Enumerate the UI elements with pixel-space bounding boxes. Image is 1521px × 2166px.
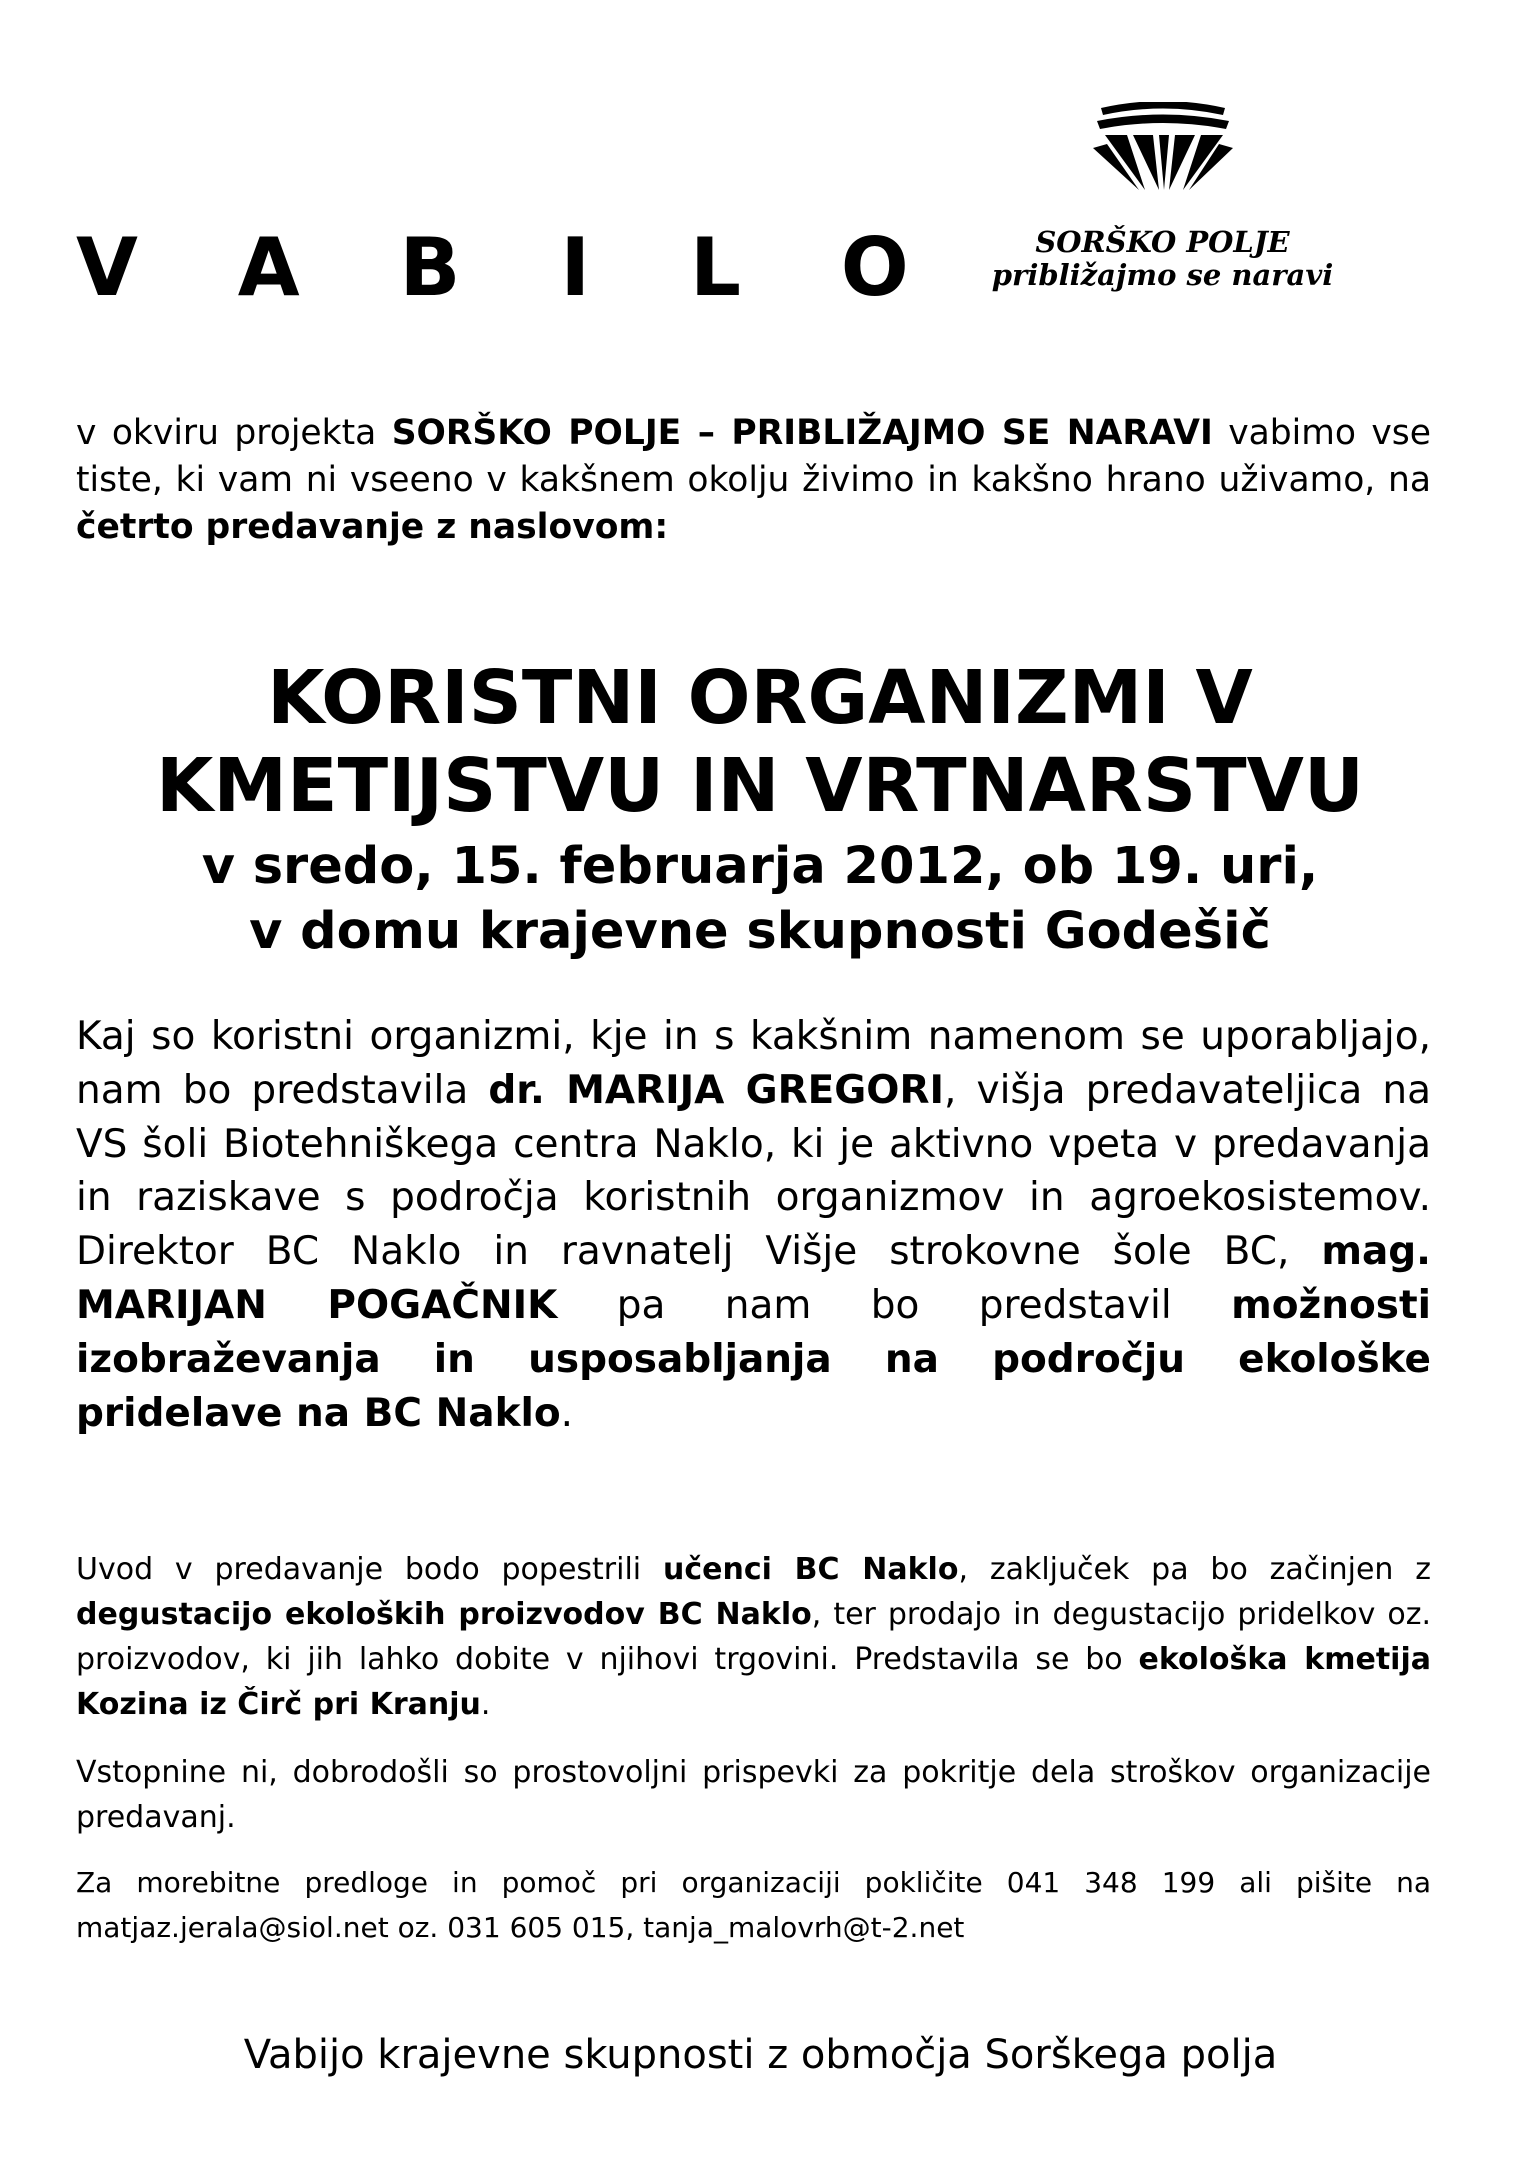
lecture-date: v sredo, 15. februarja 2012, ob 19. uri,	[201, 837, 1319, 896]
program-text: Uvod v predavanje bodo popestrili	[76, 1552, 663, 1587]
tasting-highlight: degustacijo ekoloških proizvodov BC Naklo	[76, 1597, 812, 1632]
speaker-name: mag. MARIJAN POGAČNIK	[76, 1229, 1431, 1328]
lecture-title-line: KMETIJSTVU IN VRTNARSTVU	[156, 743, 1364, 829]
lecture-title	[60, 654, 1460, 830]
lecture-topic: možnosti izobraževanja in usposabljanja na področju ekološke pridelave na BC Naklo	[76, 1282, 1431, 1436]
contact-paragraph: Za morebitne predloge in pomoč pri organizaciji pokličite 041 348 199 ali pišite na matjaz.jerala@siol.net oz. 031 605 015, tanja_malovrh@t-2.net	[76, 1866, 1431, 1944]
description-paragraph	[76, 1010, 1431, 1440]
program-text: , zaključek pa bo začinjen z	[958, 1552, 1431, 1587]
admission-paragraph: Vstopnine ni, dobrodošli so prostovoljni prispevki za pokritje dela stroškov organizacije predavanj.	[76, 1755, 1431, 1835]
description-text: , višja predavateljica na VS šoli Biotehniškega centra Naklo, ki je aktivno vpeta v predavanja in raziskave s področja koristnih organizmov in agroekosistemov. Direktor BC Naklo in ravnatelj Višje strokovne šole BC,	[76, 1067, 1431, 1275]
intro-text: vabimo vse tiste, ki vam ni vseeno v kakšnem okolju živimo in kakšno hrano uživamo, na	[76, 413, 1431, 500]
intro-text: v okviru projekta	[76, 413, 392, 453]
students-highlight: učenci BC Naklo	[662, 1552, 959, 1587]
lecture-venue: v domu krajevne skupnosti Godešič	[249, 902, 1271, 961]
project-name: SORŠKO POLJE – PRIBLIŽAJMO SE NARAVI	[391, 413, 1213, 453]
description-text: .	[560, 1390, 574, 1436]
description-text: pa nam bo predstavil	[557, 1282, 1232, 1328]
sunburst-logo-icon	[1093, 102, 1233, 192]
program-paragraph	[76, 1547, 1431, 1727]
logo-slogan: približajmo se naravi	[991, 258, 1334, 293]
footer-text: Vabijo krajevne skupnosti z območja Sorškega polja	[243, 2032, 1278, 2078]
speaker-name: dr. MARIJA GREGORI	[488, 1067, 944, 1113]
lecture-label: četrto predavanje z naslovom:	[76, 507, 669, 547]
intro-paragraph	[76, 410, 1431, 551]
description-text: Kaj so koristni organizmi, kje in s kakšnim namenom se uporabljajo, nam bo predstavila	[76, 1014, 1431, 1113]
page-title: V A B I L O	[76, 221, 945, 314]
lecture-time-place	[60, 834, 1460, 964]
farm-highlight: ekološka kmetija Kozina iz Čirč pri Kranju	[76, 1642, 1431, 1722]
organization-logo	[985, 102, 1340, 293]
program-text: , ter prodajo in degustacijo pridelkov oz. proizvodov, ki jih lahko dobite v njihovi trgovini. Predstavila se bo	[76, 1597, 1431, 1677]
program-text: .	[480, 1687, 491, 1722]
lecture-title-line: KORISTNI ORGANIZMI V	[267, 655, 1253, 741]
logo-name: SORŠKO POLJE	[1035, 225, 1290, 259]
